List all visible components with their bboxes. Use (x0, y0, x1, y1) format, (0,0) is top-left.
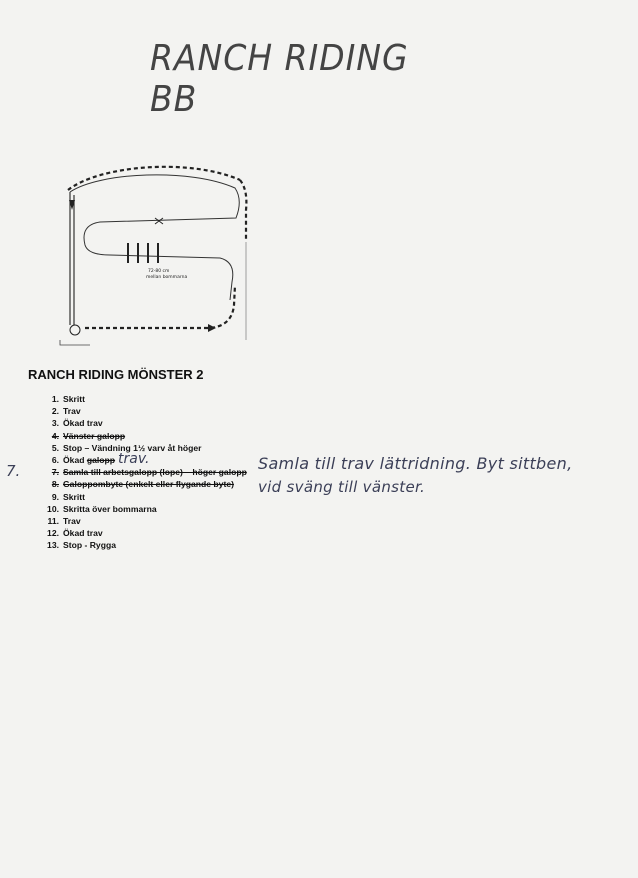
step-item-struck (38, 466, 247, 478)
step-number: 8. (51, 479, 59, 490)
diagram-label-line1: 72-80 cm (148, 269, 170, 274)
pattern-path-bottom (85, 285, 235, 328)
step-number: 4. (51, 430, 59, 441)
diagram-label-line2: mellan bommarna (146, 275, 188, 280)
step-number: 13. (47, 540, 59, 551)
pattern-left-track (70, 192, 74, 325)
step-number: 7. (51, 467, 59, 478)
step-number: 5. (51, 442, 59, 453)
stop-marker (70, 325, 80, 335)
handwritten-margin-number: 7. (6, 462, 21, 480)
pattern-steps-list (38, 393, 247, 551)
step-item-struck (38, 478, 247, 490)
section-title: RANCH RIDING MÖNSTER 2 (28, 367, 204, 382)
step-text: Ökad trav (63, 528, 103, 539)
pattern-path-right (240, 180, 246, 240)
pattern-path-bottom-arrow (208, 324, 216, 332)
step-item (38, 527, 247, 539)
step-number: 1. (51, 394, 59, 405)
handwritten-step6-correction: trav. (118, 451, 150, 467)
step-text: Stop – Vändning 1½ varv åt höger (63, 442, 202, 453)
ground-poles (128, 243, 158, 263)
step-number: 12. (47, 528, 59, 539)
riding-pattern-diagram (40, 150, 270, 355)
step-item-struck (38, 430, 247, 442)
step-number: 10. (47, 503, 59, 514)
step-text: Samla till arbetsgalopp (lope) – höger galopp (63, 467, 247, 478)
step-text: Skritt (63, 491, 85, 502)
step-text: Trav (63, 406, 81, 417)
handwritten-title: RANCH RIDING BB (150, 38, 409, 120)
pattern-path-inner (70, 175, 239, 300)
step-item (38, 405, 247, 417)
step-item (38, 503, 247, 515)
step-number: 9. (51, 491, 59, 502)
step-item (38, 393, 247, 405)
step-text: Galoppombyte (enkelt eller flygande byte) (63, 479, 234, 490)
step-text: Trav (63, 515, 81, 526)
step-text: Skritt (63, 394, 85, 405)
step-item (38, 539, 247, 551)
lead-change-marker (155, 218, 163, 224)
pattern-path-outer (68, 167, 240, 190)
step-text: Ökad (63, 455, 85, 466)
step-text: Stop - Rygga (63, 540, 116, 551)
step-text: Vänster galopp (63, 430, 126, 441)
step-text-struck: galopp (86, 455, 116, 466)
step-text: Skritta över bommarna (63, 503, 157, 514)
step-number: 6. (51, 455, 59, 466)
step-item (38, 491, 247, 503)
step-number: 11. (47, 515, 59, 526)
handwritten-note-line2: vid sväng till vänster. (258, 478, 426, 496)
step-text: Ökad trav (63, 418, 103, 429)
start-bracket (60, 340, 90, 345)
step-item (38, 515, 247, 527)
step-number: 2. (51, 406, 59, 417)
step-item (38, 417, 247, 429)
step-number: 3. (51, 418, 59, 429)
handwritten-note-line1: Samla till trav lättridning. Byt sittben, (258, 454, 573, 473)
